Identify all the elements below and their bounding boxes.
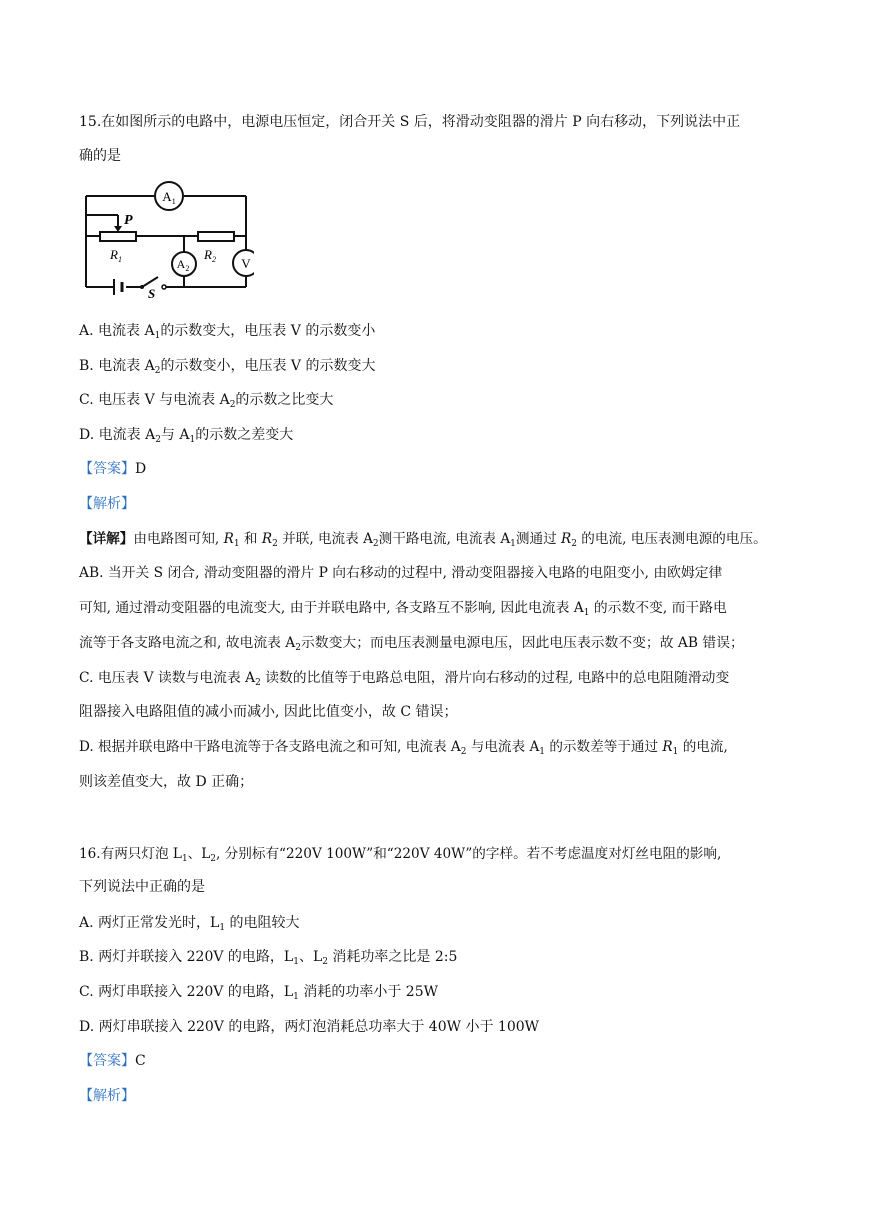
answer-label: 【答案】 <box>79 1053 135 1069</box>
q15-detail-line1: 【详解】由电路图可知, $R_1$ 和 $R_2$ 并联, 电流表 $A_2$测干路电流, 电流表 $A_1$测通过 $R_2$ 的电流, 电压表测电源的电压。 <box>79 531 767 549</box>
q15-stem-line1: 15.在如图所示的电路中，电源电压恒定，闭合开关 S 后，将滑动变阻器的滑片 P 向右移动，下列说法中正 <box>79 114 741 130</box>
q15-option-b: B. 电流表 $A_2$的示数变小，电压表 V 的示数变大 <box>79 358 376 376</box>
q15-detail-line6: 阻器接入电路阻值的减小而减小, 因此比值变小，故 C 错误； <box>79 704 458 720</box>
q16-option-b: B. 两灯并联接入 220V 的电路，$L_1$、$L_2$ 消耗功率之比是 2:5 <box>79 949 458 967</box>
q15-option-c: C. 电压表 V 与电流表 $A_2$的示数之比变大 <box>79 392 334 410</box>
q15-detail-line2: AB. 当开关 S 闭合, 滑动变阻器的滑片 P 向右移动的过程中, 滑动变阻器接入电路的电阻变小, 由欧姆定律 <box>79 565 723 581</box>
q16-option-a: A. 两灯正常发光时，$L_1$ 的电阻较大 <box>79 915 300 933</box>
switch-contact <box>162 285 166 289</box>
switch-pivot <box>140 285 144 289</box>
q16-option-d: D. 两灯串联接入 220V 的电路，两灯泡消耗总功率大于 40W 小于 100W <box>79 1019 540 1035</box>
q15-answer: 【答案】D <box>79 461 147 477</box>
q16-answer: 【答案】C <box>79 1053 146 1069</box>
q16-stem-line1: 16.有两只灯泡 $L_1$、$L_2$, 分别标有“220V 100W”和“220V 40W”的字样。若不考虑温度对灯丝电阻的影响, <box>79 846 722 864</box>
switch-s-label: S <box>148 286 156 298</box>
q16-stem-line2: 下列说法中正确的是 <box>79 879 205 895</box>
q16-analysis-label: 【解析】 <box>79 1088 135 1104</box>
r1-label: $R_1$ <box>110 247 122 264</box>
q15-detail-line3: 可知, 通过滑动变阻器的电流变大, 由于并联电路中, 各支路互不影响, 因此电流表 $A_1$ 的示数不变, 而干路电 <box>79 600 727 618</box>
q15-analysis-label: 【解析】 <box>79 496 135 512</box>
q15-detail-line4: 流等于各支路电流之和, 故电流表 $A_2$示数变大；而电压表测量电源电压，因此电压表示数不变；故 AB 错误； <box>79 635 744 653</box>
ammeter-a1-label: $A_1$ <box>162 189 176 206</box>
q15-option-d: D. 电流表 $A_2$与 $A_1$的示数之差变大 <box>79 427 294 445</box>
q15-option-a: A. 电流表 $A_1$的示数变大，电压表 V 的示数变小 <box>79 323 376 341</box>
voltmeter-label: V <box>241 256 251 271</box>
slider-p-label: P <box>124 213 133 228</box>
q15-detail-line8: 则该差值变大，故 D 正确； <box>79 774 254 790</box>
q15-detail-line5: C. 电压表 V 读数与电流表 $A_2$ 读数的比值等于电路总电阻，滑片向右移动的过程, 电路中的总电阻随滑动变 <box>79 670 730 688</box>
ammeter-a2-label: $A_2$ <box>176 257 190 273</box>
q15-stem-line2: 确的是 <box>79 148 121 164</box>
q16-option-c: C. 两灯串联接入 220V 的电路，$L_1$ 消耗的功率小于 25W <box>79 984 438 1002</box>
answer-label: 【答案】 <box>79 461 135 477</box>
circuit-diagram <box>84 180 254 298</box>
q15-detail-line7: D. 根据并联电路中干路电流等于各支路电流之和可知, 电流表 $A_2$ 与电流表 $A_1$ 的示数差等于通过 $R_1$ 的电流, <box>79 739 728 757</box>
r2-label: $R_2$ <box>204 247 216 264</box>
